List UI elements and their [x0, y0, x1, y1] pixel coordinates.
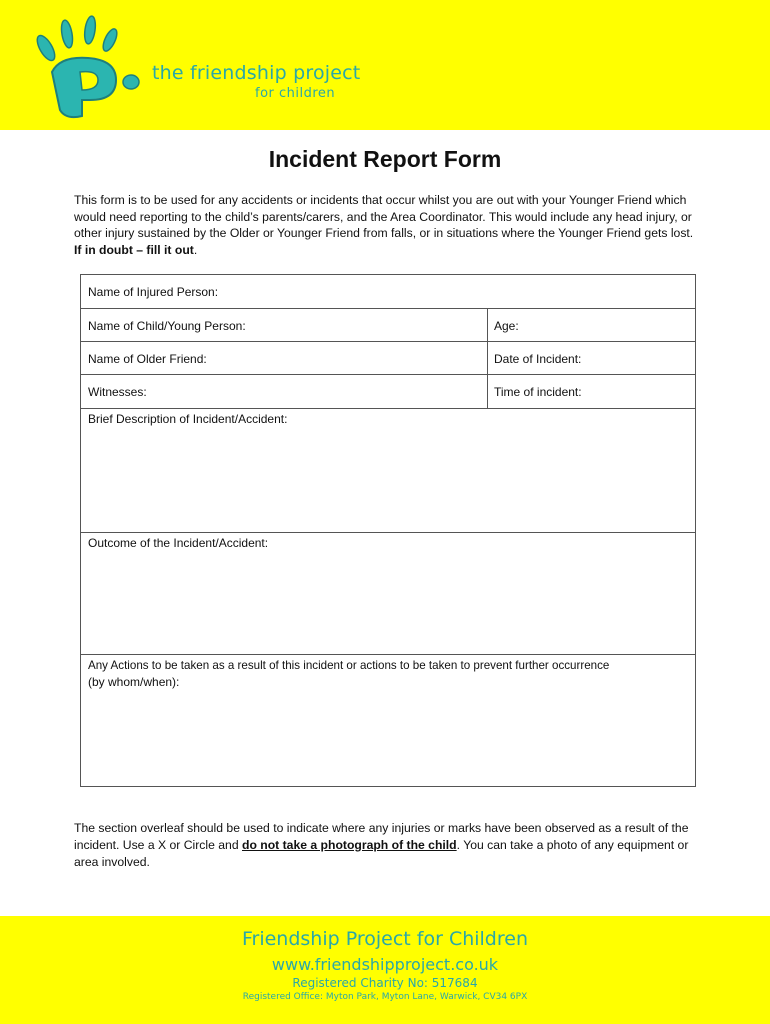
hand-p-logo-icon: [30, 12, 150, 124]
intro-bold-text: If in doubt – fill it out: [74, 242, 194, 257]
closing-text-after: . You can take a photo of any equipment or area involved.: [74, 838, 689, 869]
row-outcome[interactable]: [81, 533, 695, 655]
cell-divider: [487, 375, 488, 409]
label-actions-line1: Any Actions to be taken as a result of this incident or actions to be taken to prevent further occurrence: [88, 659, 610, 672]
cell-divider: [487, 342, 488, 375]
label-age: Age:: [494, 319, 519, 333]
row-injured-person[interactable]: [81, 275, 695, 309]
row-child-name: [81, 309, 695, 342]
incident-form-table: [80, 274, 696, 787]
label-description: Brief Description of Incident/Accident:: [88, 412, 288, 426]
closing-text-before: The section overleaf should be used to indicate where any injuries or marks have been observed as a result of the incident. Use a X or Circle and: [74, 821, 689, 852]
brand-subtitle: for children: [255, 86, 336, 101]
footer-charity-number: Registered Charity No: 517684: [292, 976, 478, 990]
label-time-of-incident: Time of incident:: [494, 385, 582, 399]
intro-text: This form is to be used for any accidents or incidents that occur whilst you are out with your Younger Friend which would need reporting to the child’s parents/carers, and the Area Coordinator. This would include any head injury, or other injury sustained by the Older or Younger Friend from falls, or in situations where the Younger Friend gets lost.: [74, 193, 694, 240]
closing-emphasis: do not take a photograph of the child: [242, 838, 457, 852]
brand-name: the friendship project: [152, 62, 361, 84]
label-injured-person: Name of Injured Person:: [88, 285, 219, 299]
label-date-of-incident: Date of Incident:: [494, 352, 582, 366]
footer-organisation-name: Friendship Project for Children: [241, 928, 528, 950]
label-outcome: Outcome of the Incident/Accident:: [88, 536, 269, 550]
row-description[interactable]: [81, 409, 695, 533]
cell-divider: [487, 309, 488, 342]
footer-registered-office: Registered Office: Myton Park, Myton Lane, Warwick, CV34 6PX: [242, 992, 528, 1002]
page-title: Incident Report Form: [268, 146, 502, 172]
row-actions[interactable]: [81, 655, 695, 786]
label-child-name: Name of Child/Young Person:: [88, 319, 246, 333]
row-witnesses: [81, 375, 695, 409]
label-older-friend: Name of Older Friend:: [88, 352, 207, 366]
intro-paragraph: This form is to be used for any accidents or incidents that occur whilst you are out with your Younger Friend which would need reporting to the child’s parents/carers, and the Area Coordinator. This would include any head injury, or other injury sustained by the Older or Younger Friend from falls, or in situations where the Younger Friend gets lost. If in doubt – fill it out.: [74, 193, 694, 257]
closing-paragraph: [74, 820, 714, 871]
label-actions-line2: (by whom/when):: [88, 675, 180, 689]
row-older-friend: [81, 342, 695, 375]
footer-website-link[interactable]: www.friendshipproject.co.uk: [271, 955, 499, 974]
label-witnesses: Witnesses:: [88, 385, 147, 399]
